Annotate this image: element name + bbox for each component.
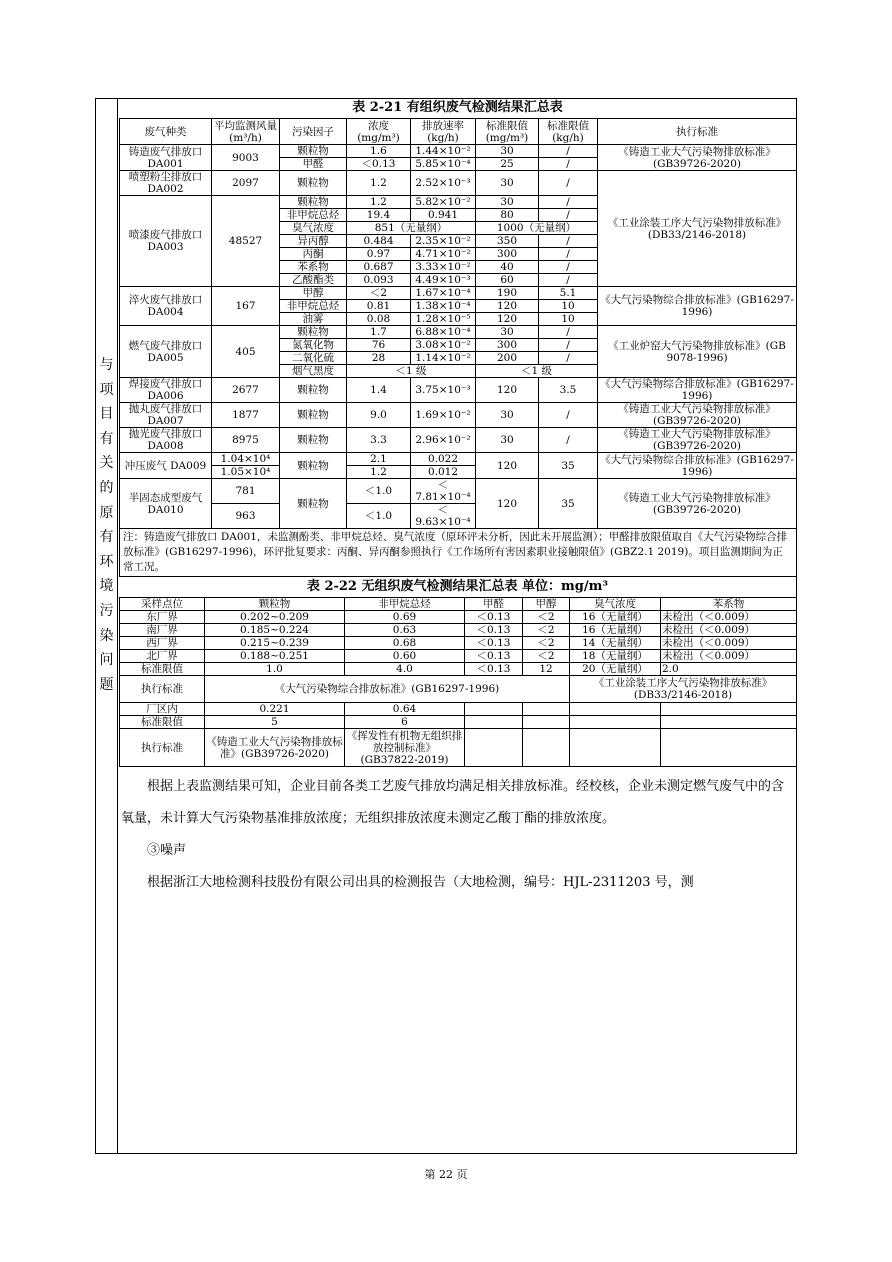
th: 颗粒物 [205,598,345,611]
cell: / [539,196,598,209]
table-row [120,716,797,729]
cell: 0.941 [411,209,476,222]
cell: 0.81 [347,300,411,313]
cell: 《工业涂装工序大气污染物排放标准》(DB33/2146-2018) [570,676,797,703]
cell: 1.44×10⁻² [411,145,476,158]
th: 臭气浓度 [570,598,661,611]
standard-cell: 《工业炉窑大气污染物排放标准》(GB 9078-1996) [598,326,797,378]
th: 标准限值(mg/m³) [476,119,539,145]
side-label-char: 原 [99,504,114,521]
cell: 0.202~0.209 [205,611,345,624]
standard-cell: 《铸造工业大气污染物排放标准》(GB39726-2020) [598,428,797,453]
cell: ＜1.0 [347,479,411,504]
fugitive-emission-table [119,597,797,767]
th: 非甲烷总烃 [345,598,465,611]
cell: 0.215~0.239 [205,637,345,650]
cell [465,729,523,767]
cell: 5.82×10⁻² [411,196,476,209]
cell: 40 [476,261,539,274]
flow-cell: 48527 [212,196,280,287]
side-label-char: 有 [99,529,114,546]
cell: ＜0.13 [465,611,523,624]
th: 污染因子 [280,119,347,145]
cell: 300 [476,248,539,261]
cell: / [539,235,598,248]
standard-cell: 《铸造工业大气污染物排放标准》(GB39726-2020) [598,145,797,171]
cell: ＜2 [523,637,570,650]
cell: 0.687 [347,261,411,274]
cell: 120 [476,378,539,403]
cell: 3.3 [347,428,411,453]
cell: 1.38×10⁻⁴ [411,300,476,313]
cell: 28 [347,352,411,365]
cell: 1.69×10⁻² [411,403,476,428]
cell [661,716,797,729]
cell: 1.2 [347,196,411,209]
cell: 3.5 [539,378,598,403]
cell: 120 [476,453,539,479]
cell [661,703,797,716]
th: 苯系物 [661,598,797,611]
cell: 30 [476,171,539,196]
cell: / [539,352,598,365]
cell: / [539,145,598,158]
cell: 120 [476,313,539,326]
organized-emission-table [119,118,797,577]
cell: 25 [476,158,539,171]
cell: 19.4 [347,209,411,222]
th: 平均监测风量(m³/h) [212,119,280,145]
flow-cell: 963 [212,504,280,529]
cell: 0.188~0.251 [205,650,345,663]
cell: 东厂界 [120,611,205,624]
cell: 1.67×10⁻⁴ [411,287,476,300]
cell: 80 [476,209,539,222]
side-label-char: 染 [99,627,114,644]
cell: ＜0.13 [465,624,523,637]
cell: 未检出（＜0.009） [661,637,797,650]
cell: 0.484 [347,235,411,248]
cell: ＜2 [347,287,411,300]
table2-title: 表 2-22 无组织废气检测结果汇总表 单位：mg/m³ [306,579,609,594]
source-cell: 抛丸废气排放口 DA007 [120,403,212,428]
side-label-char: 题 [99,676,114,693]
cell: 0.093 [347,274,411,287]
cell: 0.69 [345,611,465,624]
cell: ＜9.63×10⁻⁴ [411,504,476,529]
cell: 油雾 [280,313,347,326]
cell: 1000（无量纲） [476,222,598,235]
side-label-char: 项 [99,381,114,398]
cell: 标准限值 [120,716,205,729]
cell: 氮氧化物 [280,339,347,352]
th: 废气种类 [120,119,212,145]
cell: 2.35×10⁻² [411,235,476,248]
table-row [120,611,797,624]
th: 排放速率(kg/h) [411,119,476,145]
cell: ＜0.13 [465,637,523,650]
table-note: 注：铸造废气排放口 DA001，未监测酚类、非甲烷总烃、臭气浓度（原环评未分析，因此未开展监测）；甲醛排放限值取自《大气污染物综合排放标准》(GB16297-1996)，环评批复要求：丙酮、异丙酮参照执行《工作场所有害因素职业接触限值》(GBZ2.1 2019)。项目监测期间为正常工况。 [120,529,797,577]
cell: 《挥发性有机物无组织排放控制标准》(GB37822-2019) [345,729,465,767]
cell: 异丙醇 [280,235,347,248]
cell: 烟气黑度 [280,365,347,378]
source-cell: 半固态成型废气 DA010 [120,479,212,529]
cell: 颗粒物 [280,378,347,403]
cell: 76 [347,339,411,352]
standard-cell: 《大气污染物综合排放标准》(GB16297-1996) [598,287,797,326]
cell [570,703,661,716]
cell: ＜0.13 [347,158,411,171]
cell: ＜2 [523,611,570,624]
cell: 120 [476,300,539,313]
table-row [120,287,797,300]
cell: 10 [539,313,598,326]
source-cell: 淬火废气排放口 DA004 [120,287,212,326]
cell: 甲醛 [280,158,347,171]
source-cell: 喷塑粉尘排放口 DA002 [120,171,212,196]
cell [523,716,570,729]
cell: 18（无量纲） [570,650,661,663]
table-row [120,676,797,703]
flow-cell: 1877 [212,403,280,428]
cell: 30 [476,145,539,158]
cell: / [539,339,598,352]
cell: 12 [523,663,570,676]
cell: 0.012 [411,466,476,479]
cell: / [539,261,598,274]
cell: 200 [476,352,539,365]
main-content [119,98,796,899]
cell: 标准限值 [120,663,205,676]
cell: 5 [205,716,345,729]
cell: 二氧化硫 [280,352,347,365]
side-label [95,353,118,697]
cell: 2.52×10⁻³ [411,171,476,196]
cell [465,716,523,729]
cell: 16（无量纲） [570,611,661,624]
cell: 60 [476,274,539,287]
cell [523,703,570,716]
table-row [120,453,797,466]
cell: / [539,326,598,339]
table2-header [120,598,797,611]
cell: 南厂界 [120,624,205,637]
cell: 0.64 [345,703,465,716]
cell: 甲醇 [280,287,347,300]
table-row [120,479,797,504]
cell: 未检出（＜0.009） [661,611,797,624]
table-row [120,145,797,158]
cell: 6 [345,716,465,729]
cell: ＜2 [523,624,570,637]
th: 浓度(mg/m³) [347,119,411,145]
cell: 4.0 [345,663,465,676]
cell: 5.1 [539,287,598,300]
cell [465,703,523,716]
cell: 1.2 [347,466,411,479]
side-label-char: 环 [99,553,114,570]
cell: 颗粒物 [280,196,347,209]
cell: ＜1.0 [347,504,411,529]
cell: ＜1 级 [476,365,598,378]
cell: 3.08×10⁻² [411,339,476,352]
cell: 0.60 [345,650,465,663]
standard-cell: 《铸造工业大气污染物排放标准》(GB39726-2020) [598,479,797,529]
flow-cell: 1.05×10⁴ [212,466,280,479]
cell: / [539,248,598,261]
cell: 1.14×10⁻² [411,352,476,365]
cell: 3.75×10⁻³ [411,378,476,403]
cell: 颗粒物 [280,428,347,453]
cell: 35 [539,479,598,529]
side-label-char: 关 [99,455,114,472]
paragraph-noise: 根据浙江大地检测科技股份有限公司出具的检测报告（大地检测，编号：HJL-2311203 号，测 [147,875,694,890]
cell: ＜7.81×10⁻⁴ [411,479,476,504]
cell: 300 [476,339,539,352]
cell: / [539,209,598,222]
side-label-char: 有 [99,430,114,447]
source-cell: 铸造废气排放口 DA001 [120,145,212,171]
cell: 30 [476,196,539,209]
table-row [120,703,797,716]
table-row [120,637,797,650]
paragraph-conclusion: 根据上表监测结果可知，企业目前各类工艺废气排放均满足相关排放标准。经校核，企业未测定燃气废气中的含氧量，未计算大气污染物基准排放浓度；无组织排放浓度未测定乙酸丁酯的排放浓度。 [121,779,785,826]
cell: 0.185~0.224 [205,624,345,637]
cell: 臭气浓度 [280,222,347,235]
cell: 30 [476,326,539,339]
cell: 1.7 [347,326,411,339]
cell: 丙酮 [280,248,347,261]
cell: 9.0 [347,403,411,428]
cell: 北厂界 [120,650,205,663]
source-cell: 燃气废气排放口 DA005 [120,326,212,378]
side-label-char: 目 [99,406,114,423]
cell [661,729,797,767]
table-row [120,624,797,637]
source-cell: 抛光废气排放口 DA008 [120,428,212,453]
cell: 2.96×10⁻² [411,428,476,453]
cell: 颗粒物 [280,326,347,339]
side-label-char: 的 [99,479,114,496]
table-row [120,650,797,663]
cell: 1.2 [347,171,411,196]
cell: 1.4 [347,378,411,403]
flow-cell: 1.04×10⁴ [212,453,280,466]
flow-cell: 405 [212,326,280,378]
side-label-char: 污 [99,602,114,619]
th: 标准限值(kg/h) [539,119,598,145]
cell: 2.1 [347,453,411,466]
cell: 16（无量纲） [570,624,661,637]
cell: 851（无量纲） [347,222,476,235]
cell: 西厂界 [120,637,205,650]
cell: 350 [476,235,539,248]
table-note-row [120,529,797,577]
table-row [120,729,797,767]
cell: 4.71×10⁻² [411,248,476,261]
cell: 5.85×10⁻⁴ [411,158,476,171]
flow-cell: 9003 [212,145,280,171]
cell: 190 [476,287,539,300]
cell: 2.0 [661,663,797,676]
table1-title: 表 2-21 有组织废气检测结果汇总表 [352,100,563,115]
standard-cell: 《铸造工业大气污染物排放标准》(GB39726-2020) [598,403,797,428]
cell: 3.33×10⁻² [411,261,476,274]
table-row [120,428,797,453]
side-label-char: 境 [99,578,114,595]
cell: 20（无量纲） [570,663,661,676]
th: 甲醇 [523,598,570,611]
side-label-char: 与 [99,357,114,373]
flow-cell: 8975 [212,428,280,453]
cell: 1.6 [347,145,411,158]
cell: 10 [539,300,598,313]
th: 采样点位 [120,598,205,611]
flow-cell: 781 [212,479,280,504]
cell: 执行标准 [120,729,205,767]
cell: 0.68 [345,637,465,650]
cell: 执行标准 [120,676,205,703]
table-row [120,663,797,676]
cell: 非甲烷总烃 [280,300,347,313]
standard-cell: 《大气污染物综合排放标准》(GB16297-1996) [598,378,797,403]
cell: 颗粒物 [280,479,347,529]
cell: 30 [476,428,539,453]
cell: 6.88×10⁻⁴ [411,326,476,339]
cell: / [539,274,598,287]
cell: 颗粒物 [280,171,347,196]
cell [570,729,661,767]
flow-cell: 2677 [212,378,280,403]
table-row [120,378,797,403]
side-column [95,98,118,1154]
side-label-char: 问 [99,652,114,669]
cell: 非甲烷总烃 [280,209,347,222]
cell: 14（无量纲） [570,637,661,650]
table1-header [120,119,797,145]
standard-cell: 《工业涂装工序大气污染物排放标准》(DB33/2146-2018) [598,171,797,287]
cell: 0.63 [345,624,465,637]
section-heading-noise: ③噪声 [147,843,187,858]
cell: ＜0.13 [465,663,523,676]
cell: 未检出（＜0.009） [661,624,797,637]
cell: 乙酸酯类 [280,274,347,287]
standard-cell: 《大气污染物综合排放标准》(GB16297-1996) [598,453,797,479]
cell: 0.97 [347,248,411,261]
cell: / [539,171,598,196]
cell: 1.0 [205,663,345,676]
cell: 厂区内 [120,703,205,716]
cell: 颗粒物 [280,145,347,158]
cell: 30 [476,403,539,428]
cell: 0.221 [205,703,345,716]
cell: 《铸造工业大气污染物排放标准》(GB39726-2020) [205,729,345,767]
cell: ＜0.13 [465,650,523,663]
cell: 0.08 [347,313,411,326]
cell: 4.49×10⁻³ [411,274,476,287]
table-row [120,326,797,339]
cell: 颗粒物 [280,403,347,428]
cell: 0.022 [411,453,476,466]
page-number: 第 22 页 [424,1168,468,1181]
cell: 苯系物 [280,261,347,274]
cell: ＜1 级 [347,365,476,378]
table-row [120,171,797,196]
flow-cell: 167 [212,287,280,326]
source-cell: 喷漆废气排放口 DA003 [120,196,212,287]
cell: / [539,158,598,171]
source-cell: 焊接废气排放口 DA006 [120,378,212,403]
source-cell: 冲压废气 DA009 [120,453,212,479]
cell: 《大气污染物综合排放标准》(GB16297-1996) [205,676,570,703]
flow-cell: 2097 [212,171,280,196]
th: 甲醛 [465,598,523,611]
th: 执行标准 [598,119,797,145]
cell: / [539,428,598,453]
cell [523,729,570,767]
cell: 1.28×10⁻⁵ [411,313,476,326]
cell: / [539,403,598,428]
cell: 未检出（＜0.009） [661,650,797,663]
cell: ＜2 [523,650,570,663]
cell: 颗粒物 [280,453,347,479]
cell [570,716,661,729]
cell: 120 [476,479,539,529]
table-row [120,403,797,428]
cell: 35 [539,453,598,479]
